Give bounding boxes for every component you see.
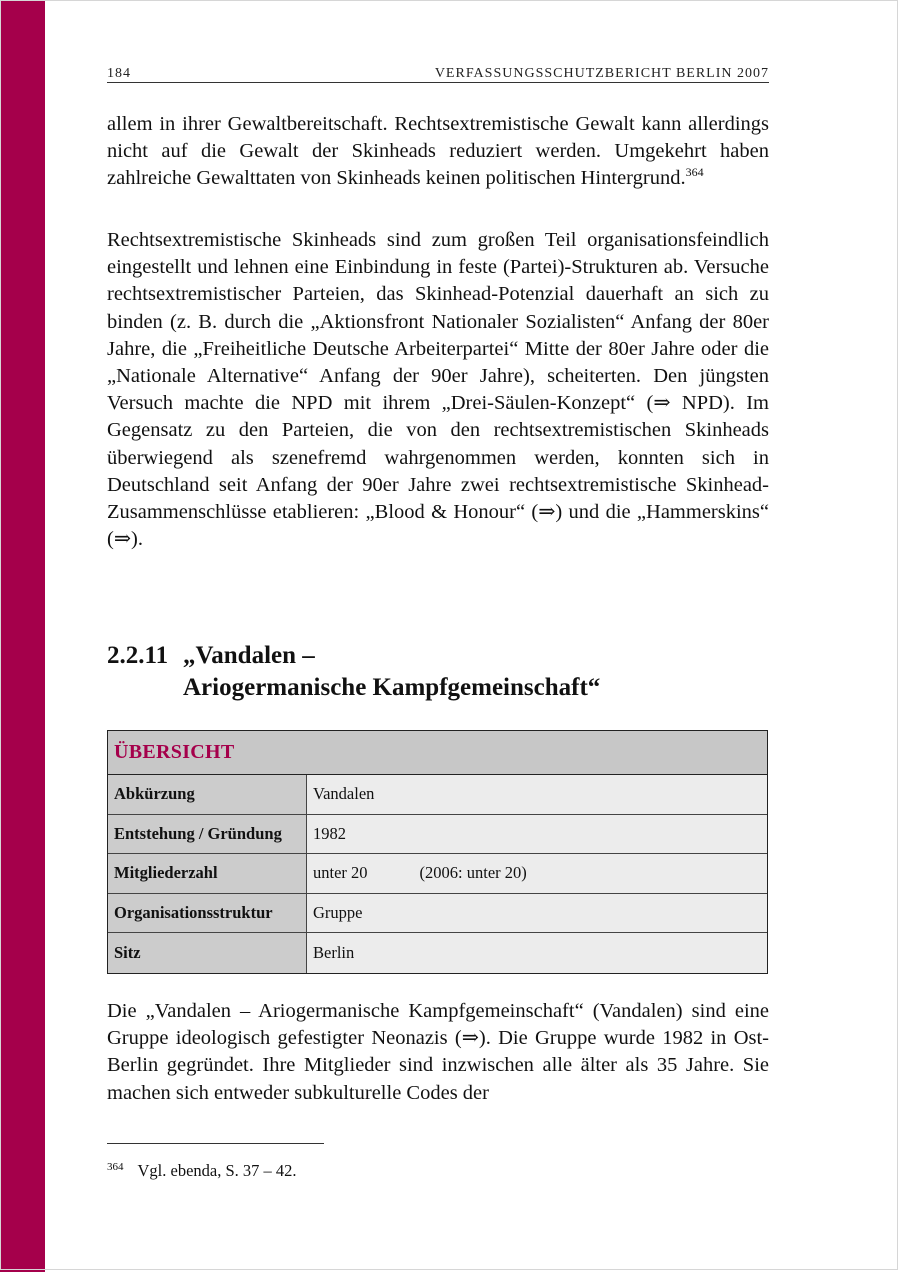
row-value-text: Gruppe [313,902,363,922]
row-value [307,775,767,814]
overview-heading: ÜBERSICHT [108,731,767,775]
row-label: Sitz [108,933,307,973]
footnote-number: 364 [107,1160,124,1173]
section-title [183,640,600,704]
section-title-line-1: „Vandalen – [183,642,315,669]
section-number: 2.2.11 [107,642,169,669]
footnote-rule [107,1143,324,1144]
section-heading [107,640,600,704]
paragraph-2: Rechtsextremistische Skinheads sind zum großen Teil organisationsfeindlich eingestellt und lehnen eine Einbindung in feste (Partei)-Strukturen ab. Versuche rechtsextremistischer Parteien, das Skinhead-Potenzial dauerhaft an sich zu binden (z. B. durch die „Aktionsfront Nationaler Sozialisten“ Anfang der 80er Jahre, die „Freiheitliche Deutsche Arbeiterpartei“ Mitte der 80er Jahre oder die „Nationale Alternative“ Anfang der 90er Jahre), scheiterten. Den jüngsten Versuch machte die NPD mit ihrem „Drei-Säulen-Konzept“ (⇒ NPD). Im Gegensatz zu den Parteien, die von den rechtsextremistischen Skinheads überwiegend als szenefremd wahrgenommen werden, konnten sich in Deutschland seit Anfang der 90er Jahre zwei rechtsextremistische Skinhead-Zusammenschlüsse etablieren: „Blood & Honour“ (⇒) und die „Hammerskins“ (⇒). [107,229,769,551]
page-number: 184 [107,66,131,81]
running-title: VERFASSUNGSSCHUTZBERICHT BERLIN 2007 [434,66,769,81]
paragraph-1-text: allem in ihrer Gewaltbereitschaft. Rechtsextremistische Gewalt kann allerdings nicht auf die Gewalt der Skinheads reduziert werden. Umgekehrt haben zahlreiche Gewalttaten von Skinheads keinen politischen Hintergrund. [107,113,769,190]
header-rule [107,82,769,83]
left-margin-bar [0,0,45,1272]
footnote-text: Vgl. ebenda, S. 37 – 42. [137,1161,297,1180]
paragraph-3: Die „Vandalen – Ariogermanische Kampfgemeinschaft“ (Vandalen) sind eine Gruppe ideologisch gefestigter Neonazis (⇒). Die Gruppe wurde 1982 in Ost-Berlin gegründet. Ihre Mitglieder sind inzwischen alle älter als 35 Jahre. Sie machen sich entweder subkulturelle Codes der [107,1000,769,1104]
row-value-text: unter 20 [313,863,368,883]
overview-table [107,730,768,974]
running-header [107,62,769,82]
row-value [307,815,767,854]
row-value [307,894,767,933]
row-value-text: Berlin [313,942,355,962]
table-row [108,815,767,855]
row-label: Entstehung / Gründung [108,815,307,854]
row-label: Mitgliederzahl [108,854,307,893]
row-value-previous-year: (2006: unter 20) [419,863,527,883]
row-value [307,854,767,893]
paragraph-1 [107,111,769,193]
table-row [108,854,767,894]
footnote-reference[interactable]: 364 [685,165,704,180]
table-row [108,894,767,934]
row-value-text: 1982 [313,823,346,843]
section-title-line-2: Ariogermanische Kampfgemeinschaft“ [183,674,601,701]
table-row [108,775,767,815]
row-value-text: Vandalen [313,784,375,804]
footnote [107,1160,297,1182]
table-row [108,933,767,973]
row-label: Abkürzung [108,775,307,814]
row-value [307,933,767,973]
row-label: Organisationsstruktur [108,894,307,933]
